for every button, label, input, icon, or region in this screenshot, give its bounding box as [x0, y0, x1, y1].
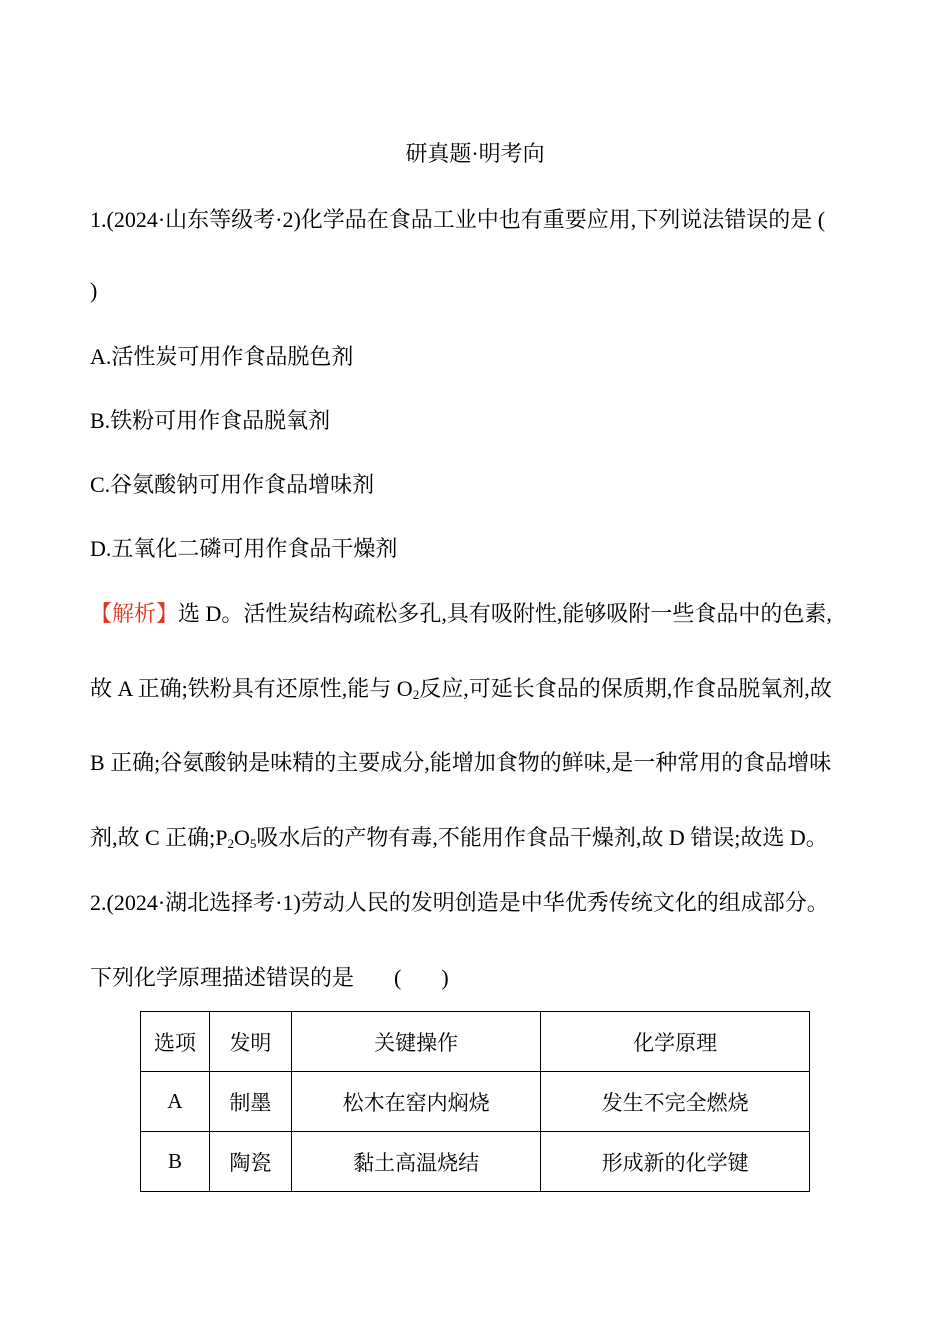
q1-analysis-line2 — [90, 672, 832, 703]
table-cell: 制墨 — [209, 1072, 291, 1132]
q2-stem-line1: 2.(2024·湖北选择考·1)劳动人民的发明创造是中华优秀传统文化的组成部分。 — [90, 890, 829, 915]
table-row — [141, 1132, 810, 1192]
q1-option-c: C.谷氨酸钠可用作食品增味剂 — [90, 472, 375, 497]
table-header: 化学原理 — [541, 1012, 810, 1072]
table-cell: 形成新的化学键 — [541, 1132, 810, 1192]
q2-stem-line2 — [90, 961, 449, 992]
table-cell: 黏土高温烧结 — [291, 1132, 541, 1192]
table-cell: 陶瓷 — [209, 1132, 291, 1192]
q1-analysis-line3: B 正确;谷氨酸钠是味精的主要成分,能增加食物的鲜味,是一种常用的食品增味 — [90, 750, 832, 775]
analysis-tag: 【解析】 — [90, 601, 179, 626]
q1-option-b: B.铁粉可用作食品脱氧剂 — [90, 408, 331, 433]
table-header: 发明 — [209, 1012, 291, 1072]
answer-paren-close: ) — [441, 965, 449, 990]
subscript: 2 — [227, 836, 235, 851]
table-row — [141, 1072, 810, 1132]
analysis-text-4a: 剂,故 C 正确;P — [90, 825, 228, 850]
subscript: 5 — [249, 836, 257, 851]
table-cell: A — [141, 1072, 210, 1132]
q2-stem-text: 下列化学原理描述错误的是 — [90, 965, 355, 990]
q1-stem-line1: 1.(2024·山东等级考·2)化学品在食品工业中也有重要应用,下列说法错误的是 ( — [90, 207, 826, 232]
answer-paren-open: ( — [394, 965, 402, 990]
q1-analysis-line1 — [90, 597, 832, 628]
table-header: 选项 — [141, 1012, 210, 1072]
analysis-text-2a: 故 A 正确;铁粉具有还原性,能与 O — [90, 676, 413, 701]
analysis-text-4b: O — [234, 825, 250, 850]
q1-stem-line2: ) — [90, 278, 98, 303]
table-header-row — [141, 1012, 810, 1072]
analysis-text-2b: 反应,可延长食品的保质期,作食品脱氧剂,故 — [419, 676, 832, 701]
section-title: 研真题·明考向 — [405, 141, 545, 166]
table-cell: B — [141, 1132, 210, 1192]
analysis-text-1: 选 D。活性炭结构疏松多孔,具有吸附性,能够吸附一些食品中的色素, — [178, 601, 832, 626]
q1-option-d: D.五氧化二磷可用作食品干燥剂 — [90, 536, 398, 561]
q2-table — [140, 1011, 810, 1192]
table-header: 关键操作 — [291, 1012, 541, 1072]
q1-option-a: A.活性炭可用作食品脱色剂 — [90, 344, 354, 369]
table-cell: 发生不完全燃烧 — [541, 1072, 810, 1132]
table-cell: 松木在窑内焖烧 — [291, 1072, 541, 1132]
analysis-text-4c: 吸水后的产物有毒,不能用作食品干燥剂,故 D 错误;故选 D。 — [256, 825, 828, 850]
q1-analysis-line4 — [90, 821, 828, 852]
subscript: 2 — [412, 687, 420, 702]
